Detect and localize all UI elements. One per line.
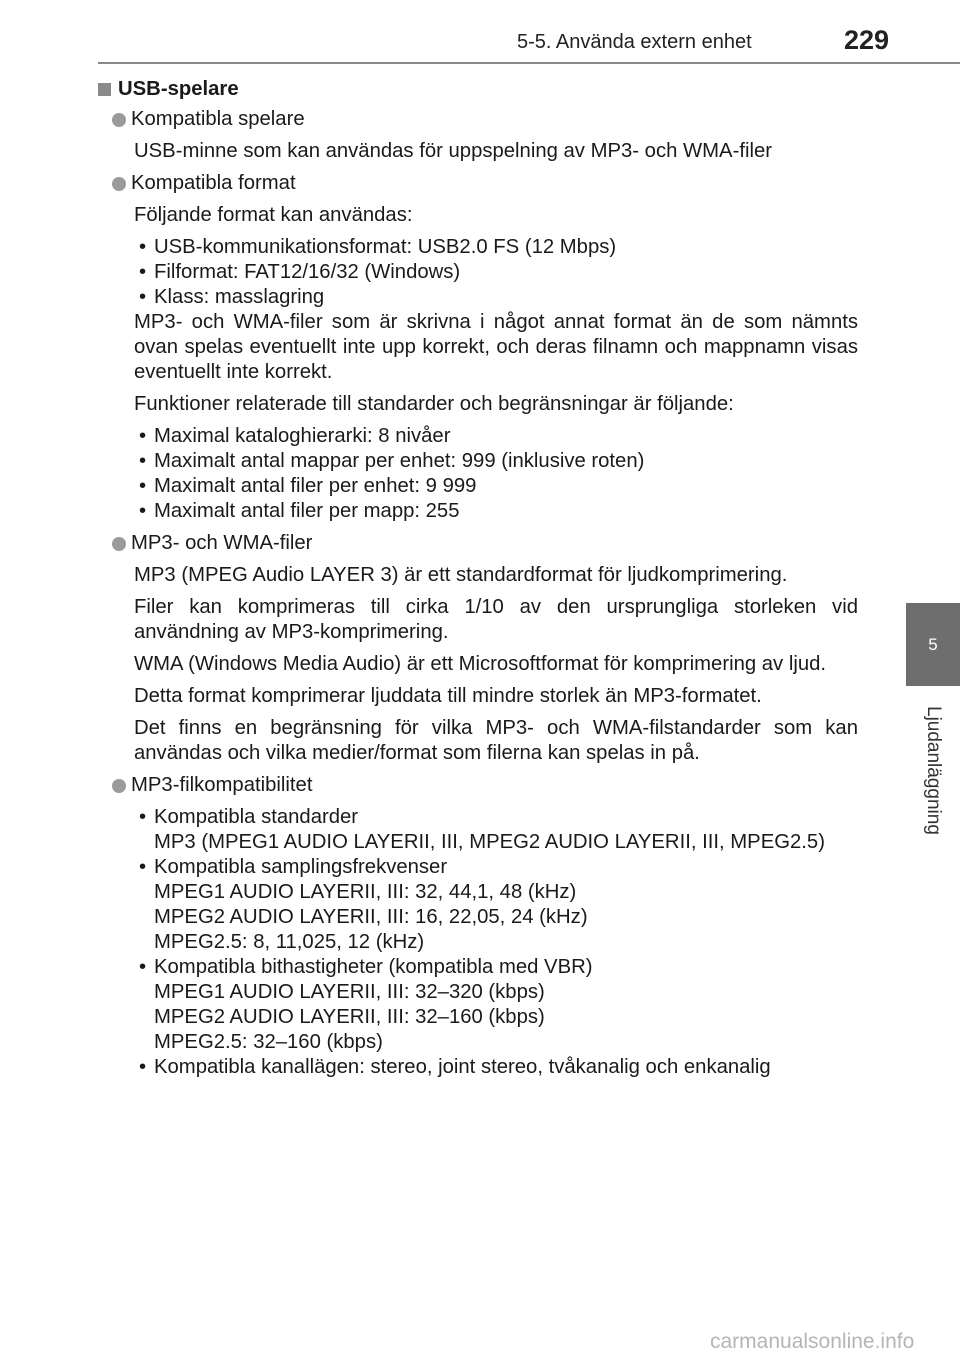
bullet-heading-text: MP3- och WMA-filer xyxy=(131,532,313,554)
bullet-heading-mp3-compatibility xyxy=(98,773,858,798)
list-item-title: • Kompatibla standarder xyxy=(154,806,359,828)
list-item-title: • Kompatibla kanallägen: stereo, joint stereo, tvåkanalig och enkanalig xyxy=(154,1056,771,1078)
bullet-heading-compatible-formats xyxy=(98,171,858,196)
list-item-title: • Kompatibla bithastigheter (kompatibla med VBR) xyxy=(154,956,593,978)
list-item-detail: MPEG2.5: 8, 11,025, 12 (kHz) xyxy=(154,931,425,953)
round-bullet-icon xyxy=(112,177,126,191)
list-item: • Maximalt antal mappar per enhet: 999 (inklusive roten) xyxy=(134,449,858,474)
chapter-tab-number: 5 xyxy=(906,603,960,686)
list-item: • Filformat: FAT12/16/32 (Windows) xyxy=(134,260,858,285)
paragraph: WMA (Windows Media Audio) är ett Microsoftformat för komprimering av ljud. xyxy=(134,653,827,675)
bullet-heading-mp3-wma-files xyxy=(98,531,858,556)
list-item: • USB-kommunikationsformat: USB2.0 FS (12 Mbps) xyxy=(134,235,858,260)
paragraph: Funktioner relaterade till standarder och begränsningar är följande: xyxy=(134,393,734,415)
list-item: • Maximalt antal filer per enhet: 9 999 xyxy=(134,474,858,499)
paragraph: Filer kan komprimeras till cirka 1/10 av den ursprungliga storleken vid användning av MP3-komprimering. xyxy=(134,596,858,643)
bullet-heading-text: Kompatibla format xyxy=(131,172,296,194)
list-item xyxy=(134,855,858,955)
round-bullet-icon xyxy=(112,537,126,551)
list-item xyxy=(134,805,858,855)
round-bullet-icon xyxy=(112,779,126,793)
paragraph: Följande format kan användas: xyxy=(134,204,413,226)
list-item-detail: MPEG2 AUDIO LAYERII, III: 16, 22,05, 24 (kHz) xyxy=(154,906,588,928)
header-section-title: 5-5. Använda extern enhet xyxy=(517,31,752,53)
square-bullet-icon xyxy=(98,83,111,96)
bullet-heading-text: MP3-filkompatibilitet xyxy=(131,774,313,796)
list-item-detail: MP3 (MPEG1 AUDIO LAYERII, III, MPEG2 AUDIO LAYERII, III, MPEG2.5) xyxy=(154,831,825,853)
paragraph: USB-minne som kan användas för uppspelning av MP3- och WMA-filer xyxy=(134,140,773,162)
page-header xyxy=(0,0,960,62)
compatibility-list xyxy=(134,805,858,1080)
list-item: • Klass: masslagring xyxy=(134,285,858,310)
watermark: carmanualsonline.info xyxy=(710,1330,915,1353)
section-heading xyxy=(98,77,858,102)
header-divider xyxy=(98,62,960,64)
paragraph: Det finns en begränsning för vilka MP3- och WMA-filstandarder som kan användas och vilka medier/format som filerna kan spelas in på. xyxy=(134,717,858,764)
bullet-heading-text: Kompatibla spelare xyxy=(131,108,305,130)
list-item xyxy=(134,1055,858,1080)
list-item xyxy=(134,955,858,1055)
list-item-detail: MPEG2.5: 32–160 (kbps) xyxy=(154,1031,383,1053)
round-bullet-icon xyxy=(112,113,126,127)
list-item: • Maximalt antal filer per mapp: 255 xyxy=(134,499,858,524)
list-item-detail: MPEG1 AUDIO LAYERII, III: 32, 44,1, 48 (kHz) xyxy=(154,881,577,903)
format-list xyxy=(134,235,858,310)
bullet-heading-compatible-players xyxy=(98,107,858,132)
list-item-detail: MPEG2 AUDIO LAYERII, III: 32–160 (kbps) xyxy=(154,1006,545,1028)
paragraph: MP3 (MPEG Audio LAYER 3) är ett standardformat för ljudkomprimering. xyxy=(134,564,788,586)
section-heading-text: USB-spelare xyxy=(118,78,239,100)
paragraph: Detta format komprimerar ljuddata till mindre storlek än MP3-formatet. xyxy=(134,685,762,707)
list-item: • Maximal kataloghierarki: 8 nivåer xyxy=(134,424,858,449)
paragraph: MP3- och WMA-filer som är skrivna i något annat format än de som nämnts ovan spelas eventuellt inte upp korrekt, och deras filnamn och mappnamn visas eventuellt inte korrekt. xyxy=(134,311,858,383)
list-item-title: • Kompatibla samplingsfrekvenser xyxy=(154,856,448,878)
page-number: 229 xyxy=(844,25,890,55)
list-item-detail: MPEG1 AUDIO LAYERII, III: 32–320 (kbps) xyxy=(154,981,545,1003)
chapter-tab-label xyxy=(906,690,960,850)
chapter-tab-label-text: Ljudanläggning xyxy=(923,705,944,835)
limits-list xyxy=(134,424,858,524)
page-content xyxy=(98,77,858,1087)
